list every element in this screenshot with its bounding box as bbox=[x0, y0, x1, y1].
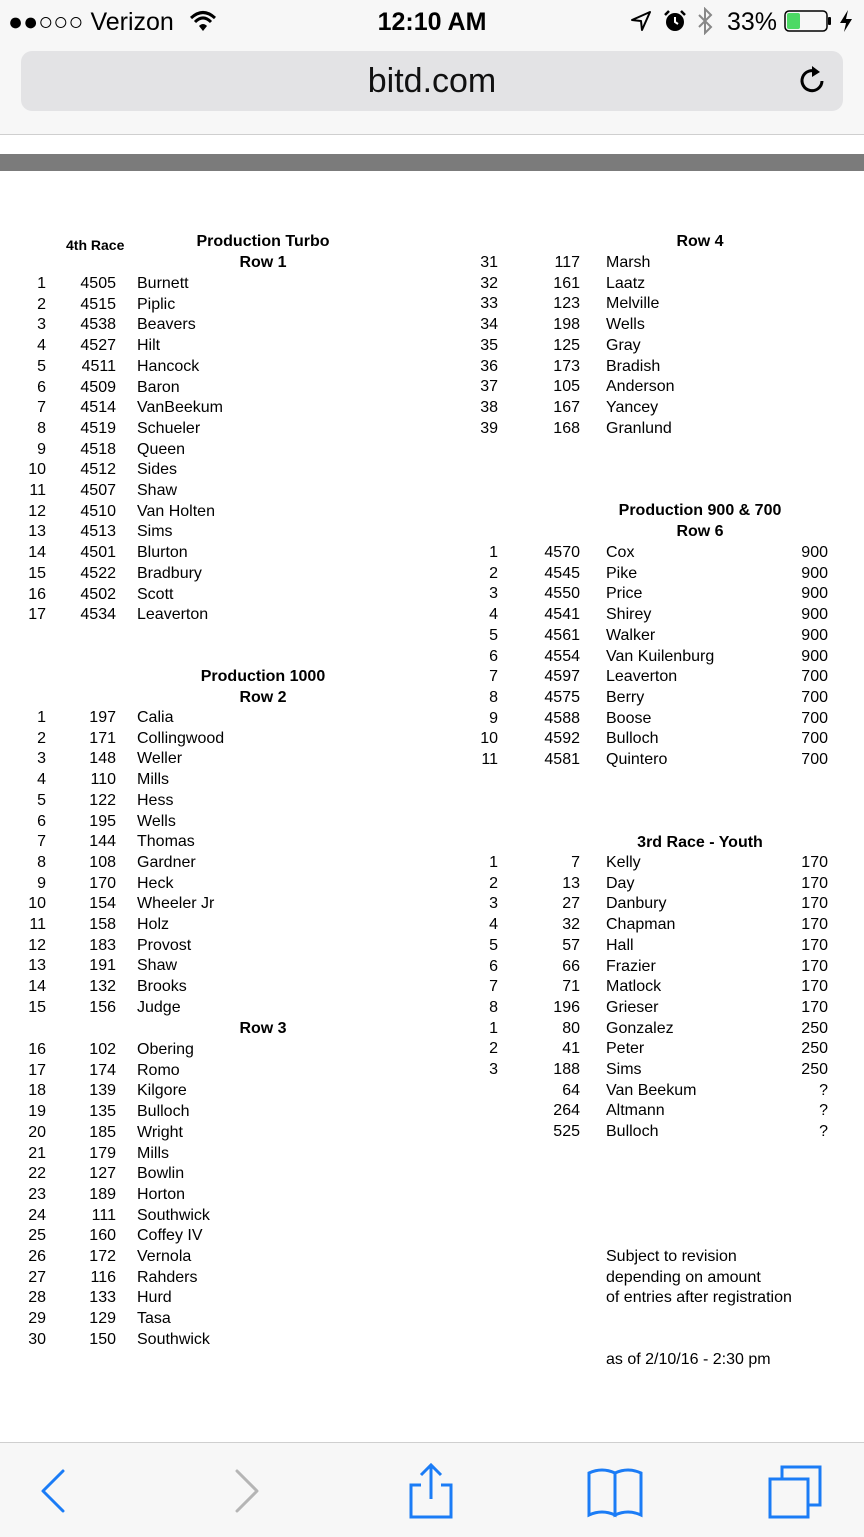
entry-name: Bulloch bbox=[137, 1103, 190, 1121]
entry-class: 170 bbox=[801, 895, 828, 913]
entry-name: Marsh bbox=[606, 254, 651, 271]
entry-number: 111 bbox=[91, 1206, 116, 1224]
entry-name: Vernola bbox=[137, 1248, 192, 1265]
entry-name: Grieser bbox=[606, 998, 659, 1016]
entry-position: 6 bbox=[489, 647, 498, 665]
revision-note: depending on amount bbox=[606, 1268, 761, 1286]
entry-class: 900 bbox=[801, 585, 828, 603]
entry-number: 185 bbox=[89, 1123, 116, 1141]
address-bar[interactable] bbox=[21, 51, 843, 111]
entry-name: Southwick bbox=[137, 1330, 210, 1348]
entry-name: Altmann bbox=[606, 1102, 665, 1120]
entry-name: Price bbox=[606, 585, 643, 603]
entry-name: Thomas bbox=[137, 833, 195, 851]
entry-name: Sims bbox=[137, 523, 173, 541]
entry-number: 122 bbox=[89, 791, 116, 809]
entry-position: 5 bbox=[37, 357, 46, 375]
entry-name: VanBeekum bbox=[137, 399, 223, 417]
entry-position: 4 bbox=[489, 606, 498, 624]
entry-class: ? bbox=[819, 1081, 828, 1099]
entry-number: 4511 bbox=[81, 357, 116, 375]
address-bar-area bbox=[0, 44, 864, 135]
entry-number: 4570 bbox=[544, 544, 580, 561]
entry-name: Quintero bbox=[606, 751, 668, 768]
entry-position: 36 bbox=[480, 357, 498, 375]
entry-name: Collingwood bbox=[137, 729, 225, 747]
class-title-production-900-700: Production 900 & 700 bbox=[618, 502, 782, 519]
revision-note: of entries after registration bbox=[606, 1289, 792, 1307]
entry-position: 10 bbox=[480, 730, 498, 748]
entry-number: 4545 bbox=[544, 564, 580, 582]
entry-name: Beavers bbox=[137, 316, 196, 334]
entry-name: Shirey bbox=[606, 606, 652, 624]
entry-name: Hilt bbox=[137, 337, 161, 355]
carrier-label: ●●○○○ Verizon bbox=[8, 8, 174, 36]
as-of-date: as of 2/10/16 - 2:30 pm bbox=[606, 1351, 771, 1368]
entry-class: 900 bbox=[801, 626, 828, 644]
entry-position: 7 bbox=[489, 978, 498, 996]
row-heading: Row 3 bbox=[239, 1020, 287, 1037]
entry-position: 4 bbox=[37, 337, 46, 355]
entry-position: 5 bbox=[489, 626, 498, 644]
entry-name: Hancock bbox=[137, 357, 200, 375]
entry-name: Southwick bbox=[137, 1206, 210, 1224]
page-header-band bbox=[0, 154, 864, 171]
race-label: 4th Race bbox=[66, 237, 125, 253]
entry-position: 7 bbox=[489, 668, 498, 686]
bookmarks-icon[interactable] bbox=[585, 1461, 645, 1521]
entry-number: 4514 bbox=[80, 399, 116, 417]
entry-number: 189 bbox=[89, 1185, 116, 1203]
entry-number: 80 bbox=[562, 1019, 580, 1037]
row-heading: Row 1 bbox=[239, 254, 287, 271]
entry-number: 127 bbox=[89, 1165, 116, 1183]
entry-name: Sides bbox=[137, 461, 178, 479]
entry-name: Bulloch bbox=[606, 1123, 659, 1141]
entry-class: 170 bbox=[801, 998, 828, 1016]
row-heading: Row 2 bbox=[239, 689, 287, 706]
entry-class: 170 bbox=[801, 957, 828, 975]
entry-name: Boose bbox=[606, 709, 652, 727]
entry-number: 102 bbox=[89, 1041, 116, 1058]
entry-class: 700 bbox=[801, 688, 828, 706]
entry-class: 700 bbox=[801, 709, 828, 727]
entry-number: 156 bbox=[89, 998, 116, 1016]
entry-name: Laatz bbox=[606, 274, 646, 292]
entry-number: 133 bbox=[89, 1289, 116, 1307]
back-icon[interactable] bbox=[25, 1461, 85, 1521]
entry-position: 12 bbox=[28, 936, 46, 954]
entry-name: Hall bbox=[606, 936, 634, 954]
entry-position: 22 bbox=[28, 1165, 46, 1183]
entry-name: Matlock bbox=[606, 978, 662, 996]
entry-name: Weller bbox=[137, 750, 183, 768]
entry-number: 4588 bbox=[544, 709, 580, 727]
entry-position: 17 bbox=[28, 1061, 46, 1079]
entry-position: 38 bbox=[480, 398, 498, 416]
entry-class: 900 bbox=[801, 606, 828, 624]
entry-position: 5 bbox=[489, 936, 498, 954]
entry-name: Bulloch bbox=[606, 730, 659, 748]
entry-number: 161 bbox=[553, 274, 580, 292]
entry-name: Wheeler Jr bbox=[137, 895, 215, 913]
entry-position: 4 bbox=[489, 916, 498, 934]
entry-class: ? bbox=[819, 1123, 828, 1141]
entry-position: 39 bbox=[480, 419, 498, 437]
entry-position: 2 bbox=[489, 1040, 498, 1058]
entry-number: 196 bbox=[553, 998, 580, 1016]
entry-number: 4513 bbox=[80, 523, 116, 541]
entry-number: 4527 bbox=[80, 337, 116, 355]
entry-name: Coffey IV bbox=[137, 1227, 203, 1245]
entry-class: 170 bbox=[801, 916, 828, 934]
entry-name: Wright bbox=[137, 1123, 183, 1141]
entry-number: 525 bbox=[553, 1123, 580, 1141]
entry-name: Blurton bbox=[137, 544, 188, 562]
entry-number: 105 bbox=[553, 378, 580, 396]
entry-name: Peter bbox=[606, 1040, 645, 1058]
entry-number: 170 bbox=[89, 874, 116, 892]
entry-number: 4538 bbox=[80, 316, 116, 334]
entry-position: 12 bbox=[28, 502, 46, 520]
entry-name: Queen bbox=[137, 440, 186, 458]
entry-number: 4554 bbox=[544, 647, 580, 665]
entry-number: 172 bbox=[89, 1248, 116, 1265]
entry-position: 24 bbox=[28, 1206, 46, 1224]
entry-name: Bradish bbox=[606, 357, 661, 375]
entry-name: Yancey bbox=[606, 398, 659, 416]
entry-number: 179 bbox=[89, 1144, 116, 1162]
entry-name: Pike bbox=[606, 564, 638, 582]
entry-name: Baron bbox=[137, 378, 180, 396]
entry-name: Kelly bbox=[606, 854, 641, 871]
entry-number: 168 bbox=[553, 419, 580, 437]
entry-name: Romo bbox=[137, 1061, 180, 1079]
entry-name: Van Holten bbox=[137, 502, 215, 520]
entry-position: 9 bbox=[489, 709, 498, 727]
class-title-production-1000: Production 1000 bbox=[200, 668, 326, 685]
entry-name: Calia bbox=[137, 709, 174, 726]
entry-number: 4597 bbox=[544, 668, 580, 686]
entry-number: 4575 bbox=[544, 688, 580, 706]
entry-number: 4502 bbox=[80, 585, 116, 603]
entry-name: Bradbury bbox=[137, 564, 202, 582]
entry-class: 900 bbox=[801, 544, 828, 561]
entry-name: Anderson bbox=[606, 378, 675, 396]
entry-position: 8 bbox=[37, 419, 46, 437]
entry-name: Melville bbox=[606, 295, 660, 313]
entry-position: 8 bbox=[489, 998, 498, 1016]
entry-number: 4592 bbox=[544, 730, 580, 748]
entry-position: 16 bbox=[28, 1041, 46, 1058]
entry-position: 25 bbox=[28, 1227, 46, 1245]
entry-name: Tasa bbox=[137, 1310, 171, 1328]
row-heading: Row 4 bbox=[676, 233, 724, 250]
entry-position: 2 bbox=[37, 729, 46, 747]
entry-number: 123 bbox=[553, 295, 580, 313]
entry-position: 3 bbox=[489, 895, 498, 913]
entry-position: 30 bbox=[28, 1330, 46, 1348]
entry-number: 57 bbox=[562, 936, 580, 954]
entry-name: Bowlin bbox=[137, 1165, 185, 1183]
entry-name: Holz bbox=[137, 916, 170, 933]
entry-number: 13 bbox=[562, 874, 580, 892]
location-arrow-icon bbox=[630, 10, 652, 32]
entry-name: Obering bbox=[137, 1041, 194, 1058]
entry-position: 6 bbox=[489, 957, 498, 975]
entry-position: 3 bbox=[37, 750, 46, 768]
entry-position: 6 bbox=[37, 812, 46, 830]
entry-name: Chapman bbox=[606, 916, 676, 934]
entry-number: 64 bbox=[562, 1081, 580, 1099]
entry-number: 27 bbox=[562, 895, 580, 913]
entry-position: 15 bbox=[28, 998, 46, 1016]
entry-name: Brooks bbox=[137, 978, 187, 996]
entry-number: 191 bbox=[89, 957, 116, 975]
entry-name: Frazier bbox=[606, 957, 656, 975]
entry-position: 2 bbox=[37, 295, 46, 313]
entry-name: Schueler bbox=[137, 419, 201, 437]
entry-position: 3 bbox=[489, 585, 498, 603]
entry-name: Horton bbox=[137, 1185, 186, 1203]
entry-name: Shaw bbox=[137, 957, 178, 975]
entry-position: 10 bbox=[28, 895, 46, 913]
alarm-icon bbox=[663, 9, 687, 33]
entry-name: Danbury bbox=[606, 895, 667, 913]
entry-position: 21 bbox=[28, 1144, 46, 1162]
entry-number: 129 bbox=[89, 1310, 116, 1328]
entry-position: 1 bbox=[37, 275, 46, 292]
entry-class: 700 bbox=[801, 730, 828, 748]
entry-position: 13 bbox=[28, 523, 46, 541]
entry-number: 4512 bbox=[80, 461, 116, 479]
entry-number: 7 bbox=[571, 854, 580, 871]
entry-position: 35 bbox=[480, 336, 498, 354]
entry-position: 14 bbox=[28, 978, 46, 996]
class-title-production-turbo: Production Turbo bbox=[196, 233, 330, 250]
entry-number: 66 bbox=[562, 957, 580, 975]
entry-name: Hurd bbox=[137, 1289, 172, 1307]
entry-position: 20 bbox=[28, 1123, 46, 1141]
entry-name: Heck bbox=[137, 874, 174, 892]
entry-number: 148 bbox=[89, 750, 116, 768]
entry-name: Rahders bbox=[137, 1268, 198, 1286]
entry-position: 9 bbox=[37, 440, 46, 458]
entry-position: 3 bbox=[489, 1061, 498, 1078]
entry-class: 250 bbox=[801, 1040, 828, 1058]
entry-number: 197 bbox=[89, 709, 116, 726]
entry-name: Burnett bbox=[137, 275, 189, 292]
entry-name: Leaverton bbox=[606, 668, 678, 686]
entry-class: 170 bbox=[801, 874, 828, 892]
entry-position: 1 bbox=[489, 1019, 498, 1037]
entry-position: 8 bbox=[489, 688, 498, 706]
entry-number: 4505 bbox=[80, 275, 116, 292]
entry-class: 170 bbox=[801, 854, 828, 871]
entry-class: 900 bbox=[801, 647, 828, 665]
entry-position: 10 bbox=[28, 461, 46, 479]
entry-position: 23 bbox=[28, 1185, 46, 1203]
entry-name: Van Beekum bbox=[606, 1081, 697, 1099]
entry-number: 116 bbox=[90, 1268, 116, 1286]
entry-name: Cox bbox=[606, 544, 635, 561]
entry-number: 4581 bbox=[544, 751, 580, 768]
entry-number: 174 bbox=[89, 1061, 116, 1079]
entry-class: 700 bbox=[801, 751, 828, 768]
entry-name: Gardner bbox=[137, 853, 196, 871]
entry-number: 195 bbox=[89, 812, 116, 830]
entry-position: 11 bbox=[481, 751, 498, 768]
entry-position: 15 bbox=[28, 564, 46, 582]
entry-class: 170 bbox=[801, 936, 828, 954]
entry-position: 28 bbox=[28, 1289, 46, 1307]
entry-name: Mills bbox=[137, 1144, 169, 1162]
entry-number: 144 bbox=[89, 833, 116, 851]
entry-position: 4 bbox=[37, 771, 46, 789]
entry-number: 167 bbox=[553, 398, 580, 416]
charging-bolt-icon bbox=[838, 9, 854, 33]
entry-position: 29 bbox=[28, 1310, 46, 1328]
entry-number: 160 bbox=[89, 1227, 116, 1245]
entry-name: Granlund bbox=[606, 419, 672, 437]
entry-name: Scott bbox=[137, 585, 174, 603]
entry-name: Berry bbox=[606, 688, 645, 706]
entry-number: 150 bbox=[89, 1330, 116, 1348]
battery-percent: 33% bbox=[727, 8, 778, 36]
share-icon[interactable] bbox=[401, 1461, 461, 1521]
reload-icon[interactable] bbox=[795, 64, 829, 98]
entry-position: 13 bbox=[28, 957, 46, 975]
clock-time: 12:10 AM bbox=[377, 8, 487, 36]
entry-position: 3 bbox=[37, 316, 46, 334]
row-heading: Row 6 bbox=[676, 523, 724, 540]
entry-number: 108 bbox=[89, 853, 116, 871]
entry-number: 71 bbox=[562, 978, 580, 996]
entry-number: 4507 bbox=[80, 482, 116, 499]
entry-name: Sims bbox=[606, 1061, 642, 1078]
entry-position: 16 bbox=[28, 585, 46, 603]
entry-number: 171 bbox=[89, 729, 116, 747]
entry-class: 250 bbox=[801, 1061, 828, 1078]
entry-name: Kilgore bbox=[137, 1082, 187, 1100]
entry-number: 4541 bbox=[544, 606, 580, 624]
entry-position: 27 bbox=[28, 1268, 46, 1286]
entry-class: 700 bbox=[801, 668, 828, 686]
battery-icon bbox=[784, 10, 832, 32]
entry-name: Shaw bbox=[137, 482, 178, 499]
entry-position: 14 bbox=[28, 544, 46, 562]
entry-number: 4518 bbox=[80, 440, 116, 458]
entry-position: 2 bbox=[489, 874, 498, 892]
entry-class: 170 bbox=[801, 978, 828, 996]
entry-class: 900 bbox=[801, 564, 828, 582]
entry-position: 26 bbox=[28, 1248, 46, 1265]
entry-name: Provost bbox=[137, 936, 192, 954]
entry-number: 4519 bbox=[80, 419, 116, 437]
entry-class: 250 bbox=[801, 1019, 828, 1037]
entry-number: 4534 bbox=[80, 606, 116, 624]
entry-number: 4522 bbox=[80, 564, 116, 582]
entry-name: Gray bbox=[606, 336, 641, 354]
forward-icon[interactable] bbox=[215, 1461, 275, 1521]
entry-number: 41 bbox=[562, 1040, 580, 1058]
entry-number: 264 bbox=[553, 1102, 580, 1120]
entry-position: 17 bbox=[28, 606, 46, 624]
entry-number: 135 bbox=[89, 1103, 116, 1121]
entry-position: 2 bbox=[489, 564, 498, 582]
entry-number: 110 bbox=[90, 771, 116, 789]
entry-position: 1 bbox=[489, 544, 498, 561]
bluetooth-icon bbox=[696, 7, 714, 35]
entry-name: Gonzalez bbox=[606, 1019, 674, 1037]
entry-number: 125 bbox=[553, 336, 580, 354]
class-title-youth: 3rd Race - Youth bbox=[637, 834, 763, 851]
entry-number: 183 bbox=[89, 936, 116, 954]
entry-name: Hess bbox=[137, 791, 174, 809]
entry-number: 4515 bbox=[80, 295, 116, 313]
entry-name: Wells bbox=[606, 316, 645, 334]
browser-toolbar bbox=[0, 1442, 864, 1537]
entry-position: 9 bbox=[37, 874, 46, 892]
entry-position: 1 bbox=[489, 854, 498, 871]
entry-position: 7 bbox=[37, 399, 46, 417]
entry-position: 32 bbox=[480, 274, 498, 292]
entry-position: 7 bbox=[37, 833, 46, 851]
entry-number: 154 bbox=[89, 895, 116, 913]
entry-number: 139 bbox=[89, 1082, 116, 1100]
url-text[interactable]: bitd.com bbox=[367, 62, 497, 100]
entry-number: 4561 bbox=[544, 626, 580, 644]
revision-note: Subject to revision bbox=[606, 1248, 737, 1265]
entry-name: Van Kuilenburg bbox=[606, 647, 715, 665]
entry-name: Leaverton bbox=[137, 606, 209, 624]
entry-name: Walker bbox=[606, 626, 656, 644]
entry-class: ? bbox=[819, 1102, 828, 1120]
entry-position: 19 bbox=[28, 1103, 46, 1121]
entry-position: 31 bbox=[480, 254, 498, 271]
entry-position: 37 bbox=[480, 378, 498, 396]
entry-number: 173 bbox=[553, 357, 580, 375]
entry-name: Mills bbox=[137, 771, 169, 789]
entry-name: Wells bbox=[137, 812, 176, 830]
entry-position: 34 bbox=[480, 316, 498, 334]
tabs-icon[interactable] bbox=[766, 1461, 826, 1521]
entry-number: 188 bbox=[553, 1061, 580, 1078]
entry-position: 1 bbox=[37, 709, 46, 726]
entry-name: Piplic bbox=[137, 295, 176, 313]
entry-number: 158 bbox=[89, 916, 116, 933]
entry-position: 11 bbox=[29, 916, 46, 933]
entry-name: Judge bbox=[137, 998, 181, 1016]
entry-name: Day bbox=[606, 874, 635, 892]
entry-number: 198 bbox=[553, 316, 580, 334]
entry-number: 132 bbox=[89, 978, 116, 996]
entry-position: 33 bbox=[480, 295, 498, 313]
entry-position: 18 bbox=[28, 1082, 46, 1100]
status-bar bbox=[0, 0, 864, 44]
entry-number: 117 bbox=[554, 254, 580, 271]
entry-number: 32 bbox=[562, 916, 580, 934]
entry-position: 5 bbox=[37, 791, 46, 809]
entry-position: 11 bbox=[29, 482, 46, 499]
entry-number: 4501 bbox=[80, 544, 116, 562]
entry-position: 8 bbox=[37, 853, 46, 871]
entry-number: 4509 bbox=[80, 378, 116, 396]
entry-number: 4550 bbox=[544, 585, 580, 603]
entry-number: 4510 bbox=[80, 502, 116, 520]
entry-position: 6 bbox=[37, 378, 46, 396]
